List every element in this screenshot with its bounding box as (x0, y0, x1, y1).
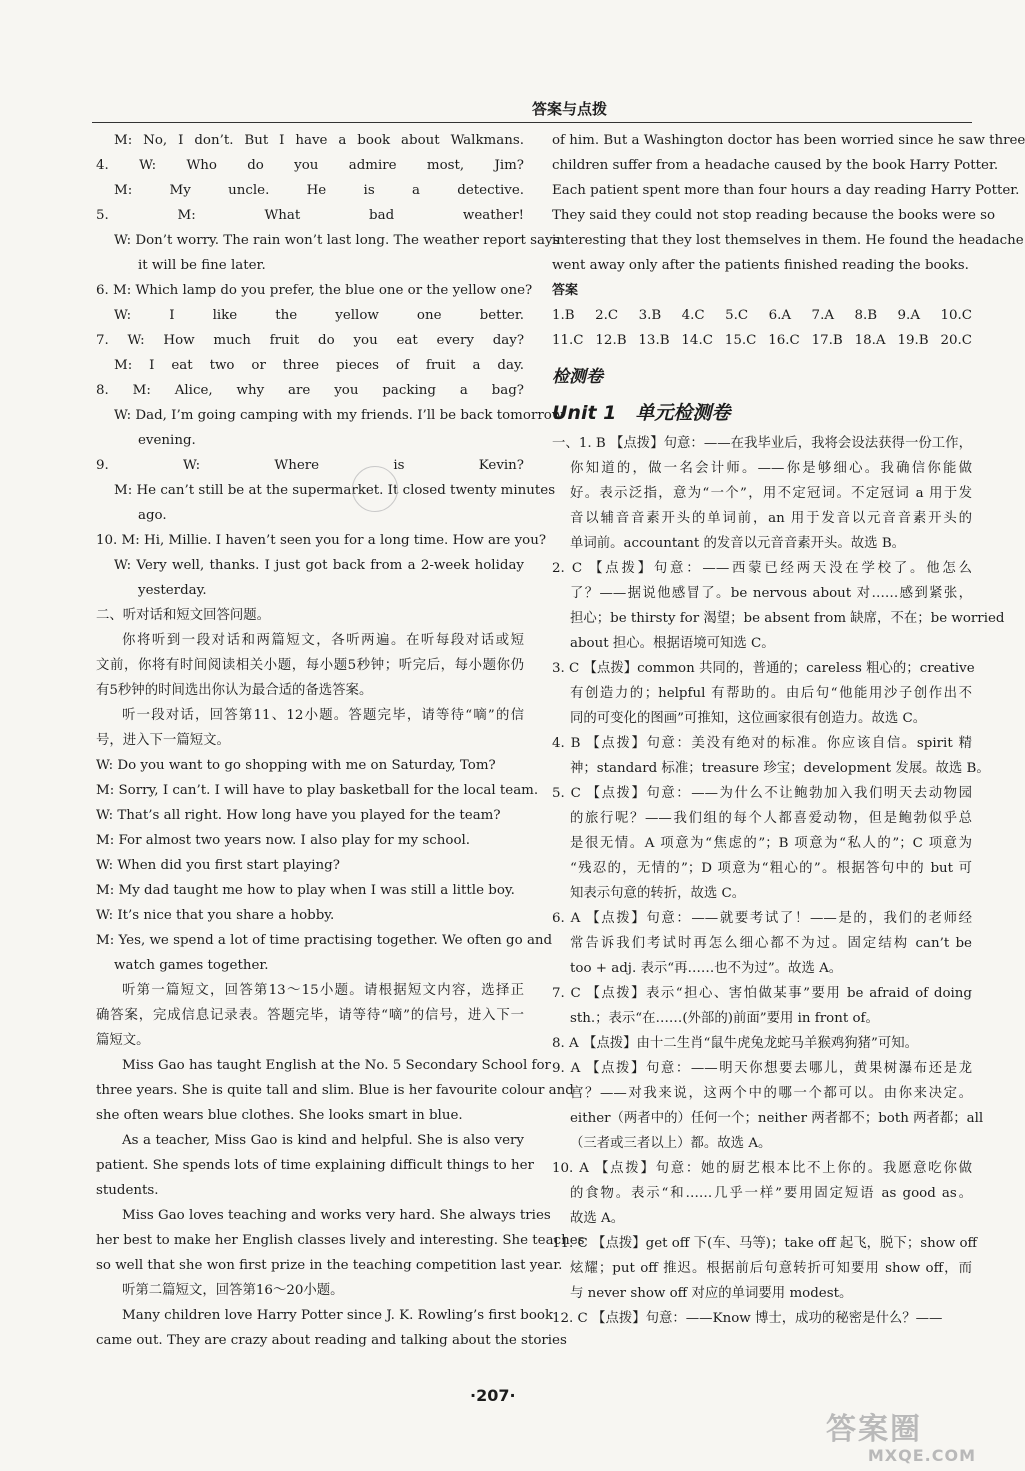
text-line: 二、听对话和短文回答问题。 (96, 608, 271, 623)
text-line: 了？——据说他感冒了。be nervous about 对……感到紧张， (570, 586, 972, 601)
text-line: M: For almost two years now. I also play for my school. (96, 833, 471, 848)
text-line: （三者或三者以上）都。故选 A。 (570, 1136, 772, 1151)
text-line: patient. She spends lots of time explaining difficult things to her (96, 1158, 534, 1173)
text-line: so well that she won first prize in the teaching competition last year. (96, 1258, 563, 1273)
text-line: 号，进入下一篇短文。 (96, 733, 230, 748)
text-line: They said they could not stop reading because the books were so (552, 208, 996, 223)
text-line: 知表示句意的转折，故选 C。 (570, 886, 746, 901)
text-line: 担心；be thirsty for 渴望；be absent from 缺席，不在；be worried (570, 611, 1005, 626)
text-line: children suffer from a headache caused by the book Harry Potter. (552, 158, 999, 173)
text-line: 单词前。accountant 的发音以元音音素开头。故选 B。 (570, 536, 906, 551)
text-line: 文前，你将有时间阅读相关小题，每小题5秒钟；听完后，每小题你仍 (96, 658, 524, 673)
text-line: 6. M: Which lamp do you prefer, the blue one or the yellow one? (96, 283, 533, 298)
text-line: 听第二篇短文，回答第16～20小题。 (122, 1283, 344, 1298)
text-line: 答案 (552, 283, 579, 298)
text-line: 4. B 【点拨】句意：美没有绝对的标准。你应该自信。spirit 精 (552, 736, 972, 751)
text-line: “残忍的，无情的”；D 项意为“粗心的”。根据答句中的 but 可 (570, 861, 972, 876)
text-line: W: Very well, thanks. I just got back from a 2-week holiday (114, 558, 524, 573)
text-line: too + adj. 表示“再……也不为过”。故选 A。 (570, 961, 843, 976)
text-line: 12. C 【点拨】句意：——Know 博士，成功的秘密是什么？—— (552, 1311, 943, 1326)
text-line: 3. C 【点拨】common 共同的，普通的；careless 粗心的；creative (552, 661, 975, 676)
text-line: 4. W: Who do you admire most, Jim? (96, 158, 524, 173)
text-line: 8. M: Alice, why are you packing a bag? (96, 383, 524, 398)
text-line: 5. M: What bad weather! (96, 208, 524, 223)
text-line: M: No, I don’t. But I have a book about Walkmans. (114, 133, 524, 148)
text-line: 有5秒钟的时间选出你认为最合适的备选答案。 (96, 683, 373, 698)
watermark-line1: 答案圈 (826, 1412, 922, 1447)
text-line: 同的可变化的图画”可推知，这位画家很有创造力。故选 C。 (570, 711, 927, 726)
text-line: 常告诉我们考试时再怎么细心都不为过。固定结构 can’t be (570, 936, 972, 951)
text-line: W: It’s nice that you share a hobby. (96, 908, 335, 923)
watermark-logo (826, 1414, 976, 1466)
text-line: 听第一篇短文，回答第13～15小题。请根据短文内容，选择正 (122, 983, 524, 998)
text-line: 6. A 【点拨】句意：——就要考试了！——是的，我们的老师经 (552, 911, 972, 926)
text-line: W: Dad, I’m going camping with my friends. I’ll be back tomorrow (114, 408, 564, 423)
text-line: 的食物。表示“和……几乎一样”要用固定短语 as good as。 (570, 1186, 972, 1201)
text-line: 宫？——对我来说，这两个中的哪一个都可以。由你来决定。 (570, 1086, 972, 1101)
text-line: 你知道的，做一名会计师。——你是够细心。我确信你能做 (570, 461, 972, 476)
text-line: As a teacher, Miss Gao is kind and helpful. She is also very (122, 1133, 524, 1148)
page-header (92, 96, 972, 123)
text-line: three years. She is quite tall and slim. Blue is her favourite colour and (96, 1083, 574, 1098)
text-line: interesting that they lost themselves in them. He found the headache (552, 233, 1024, 248)
text-line: M: My dad taught me how to play when I was still a little boy. (96, 883, 515, 898)
text-line: Miss Gao loves teaching and works very hard. She always tries (122, 1208, 551, 1223)
page-number: ·207· (470, 1386, 516, 1405)
text-line: 9. A 【点拨】句意：——明天你想要去哪儿，黄果树瀑布还是龙 (552, 1061, 972, 1076)
right-column (552, 128, 1025, 1331)
text-line: ago. (138, 508, 167, 523)
text-line: 7. C 【点拨】表示“担心、害怕做某事”要用 be afraid of doing (552, 986, 972, 1001)
text-line: 7. W: How much fruit do you eat every day? (96, 333, 524, 348)
text-line: 的旅行呢？——我们组的每个人都喜爱动物，但是鲍勃似乎总 (570, 811, 972, 826)
text-line: 8. A 【点拨】由十二生肖“鼠牛虎兔龙蛇马羊猴鸡狗猪”可知。 (552, 1036, 919, 1051)
text-line: W: When did you first start playing? (96, 858, 340, 873)
text-line: it will be fine later. (138, 258, 266, 273)
text-line: came out. They are crazy about reading and talking about the stories (96, 1333, 567, 1348)
text-line: W: Don’t worry. The rain won’t last long. The weather report says (114, 233, 560, 248)
text-line: 听一段对话，回答第11、12小题。答题完毕，请等待“嘀”的信 (122, 708, 524, 723)
text-line: sth.；表示“在……(外部的)前面”要用 in front of。 (570, 1011, 879, 1026)
stamp-mark (352, 466, 398, 512)
text-line: 一、1. B 【点拨】句意：——在我毕业后，我将会设法获得一份工作， (552, 436, 972, 451)
text-line: M: He can’t still be at the supermarket. It closed twenty minutes (114, 483, 556, 498)
text-line: W: I like the yellow one better. (114, 308, 524, 323)
text-line: 11.C 12.B 13.B 14.C 15.C 16.C 17.B 18.A 19.B 20.C (552, 333, 972, 348)
text-line: her best to make her English classes lively and interesting. She teaches (96, 1233, 585, 1248)
text-line: Each patient spent more than four hours a day reading Harry Potter. (552, 183, 1020, 198)
unit-title: Unit 1 单元检测卷 (552, 402, 731, 424)
text-line: 有创造力的；helpful 有帮助的。由后句“他能用沙子创作出不 (570, 686, 972, 701)
text-line: she often wears blue clothes. She looks smart in blue. (96, 1108, 463, 1123)
text-line: M: Sorry, I can’t. I will have to play basketball for the local team. (96, 783, 539, 798)
text-line: watch games together. (114, 958, 269, 973)
text-line: 5. C 【点拨】句意：——为什么不让鲍勃加入我们明天去动物园 (552, 786, 972, 801)
text-line: 9. W: Where is Kevin? (96, 458, 524, 473)
text-line: 故选 A。 (570, 1211, 625, 1226)
text-line: 与 never show off 对应的单词要用 modest。 (570, 1286, 853, 1301)
text-line: 确答案，完成信息记录表。答题完毕，请等待“嘀”的信号，进入下一 (96, 1008, 524, 1023)
right-column-top (552, 128, 1025, 353)
text-line: 10. A 【点拨】句意：她的厨艺根本比不上你的。我愿意吃你做 (552, 1161, 972, 1176)
section-title: 检测卷 (552, 367, 603, 387)
text-line: 炫耀；put off 推迟。根据前后句意转折可知要用 show off，而 (570, 1261, 972, 1276)
text-line: Many children love Harry Potter since J. K. Rowling’s first book (122, 1308, 554, 1323)
text-line: about 担心。根据语境可知选 C。 (570, 636, 775, 651)
text-line: 你将听到一段对话和两篇短文，各听两遍。在听每段对话或短 (122, 633, 524, 648)
text-line: 神；standard 标准；treasure 珍宝；development 发展。故选 B。 (570, 761, 990, 776)
text-line: 10. M: Hi, Millie. I haven’t seen you for a long time. How are you? (96, 533, 547, 548)
text-line: M: Yes, we spend a lot of time practising together. We often go and (96, 933, 553, 948)
text-line: 11. C 【点拨】get off 下(车、马等)；take off 起飞，脱下；show off (552, 1236, 978, 1251)
text-line: either（两者中的）任何一个；neither 两者都不；both 两者都；all (570, 1111, 984, 1126)
text-line: evening. (138, 433, 196, 448)
watermark-line2: MXQE.COM (867, 1446, 976, 1465)
text-line: went away only after the patients finished reading the books. (552, 258, 969, 273)
text-line: 音以辅音音素开头的单词前，an 用于发音以元音音素开头的 (570, 511, 972, 526)
text-line: students. (96, 1183, 159, 1198)
text-line: 2. C 【点拨】句意：——西蒙已经两天没在学校了。他怎么 (552, 561, 972, 576)
right-column-bottom (552, 431, 1005, 1331)
text-line: yesterday. (138, 583, 207, 598)
text-line: 是很无情。A 项意为“焦虑的”；B 项意为“私人的”；C 项意为 (570, 836, 972, 851)
text-line: M: I eat two or three pieces of fruit a day. (114, 358, 524, 373)
text-line: 好。表示泛指，意为“一个”，用不定冠词。不定冠词 a 用于发 (570, 486, 972, 501)
text-line: of him. But a Washington doctor has been worried since he saw three (552, 133, 1025, 148)
text-line: W: Do you want to go shopping with me on Saturday, Tom? (96, 758, 496, 773)
text-line: 1.B 2.C 3.B 4.C 5.C 6.A 7.A 8.B 9.A 10.C (552, 308, 972, 323)
text-line: W: That’s all right. How long have you played for the team? (96, 808, 501, 823)
text-line: M: My uncle. He is a detective. (114, 183, 524, 198)
text-line: 篇短文。 (96, 1033, 150, 1048)
text-line: Miss Gao has taught English at the No. 5 Secondary School for (122, 1058, 551, 1073)
header-title: 答案与点拨 (531, 100, 607, 118)
